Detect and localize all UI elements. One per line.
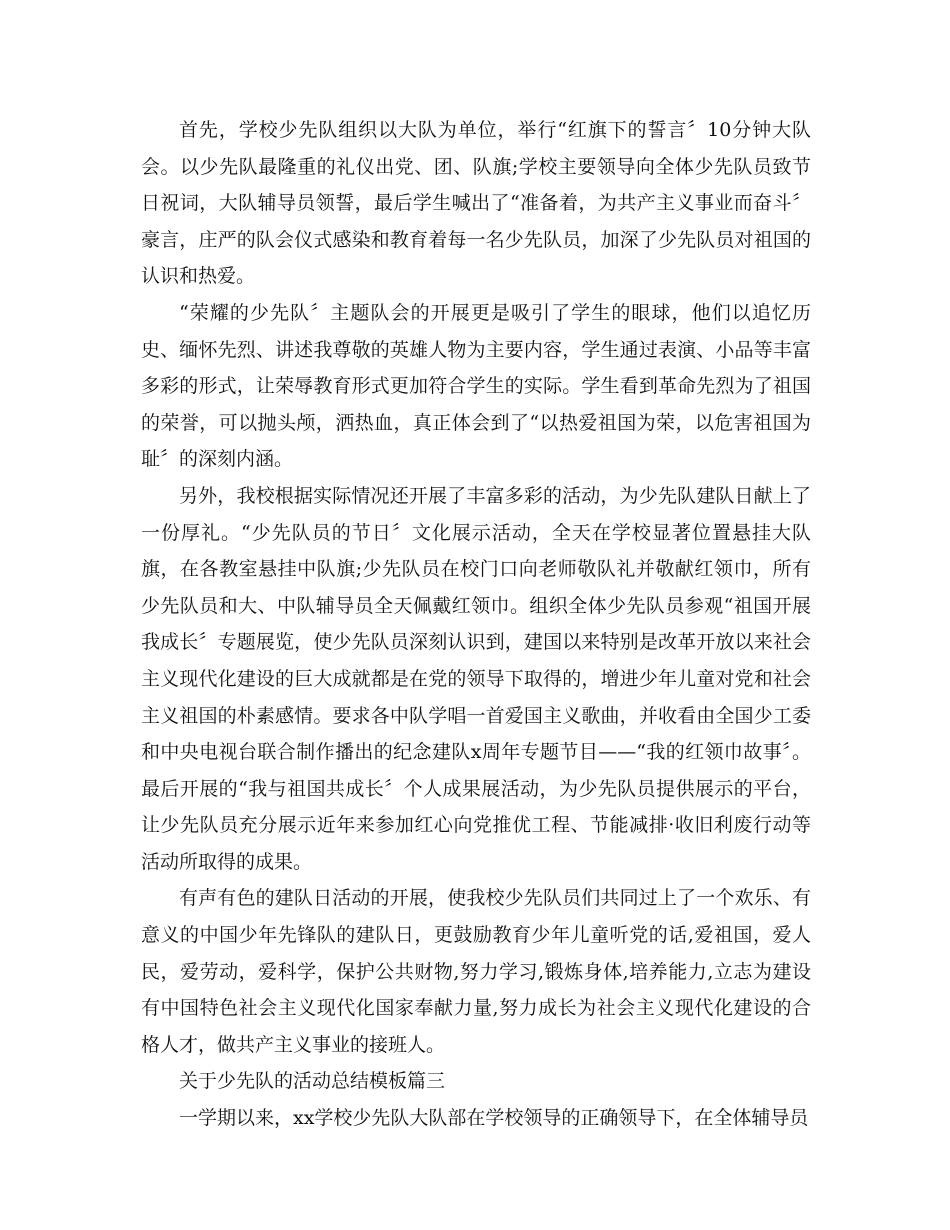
paragraph-3: 另外，我校根据实际情况还开展了丰富多彩的活动，为少先队建队日献上了一份厚礼。“少先队员的节日〞文化展示活动，全天在学校显著位置悬挂大队旗，在各教室悬挂中队旗;少先队员在校门口向老师敬队礼并敬献红领巾，所有少先队员和大、中队辅导员全天佩戴红领巾。组织全体少先队员参观“祖国开展我成长〞专题展览，使少先队员深刻认识到，建国以来特别是改革开放以来社会主义现代化建设的巨大成就都是在党的领导下取得的，增进少年儿童对党和社会主义祖国的朴素感情。要求各中队学唱一首爱国主义歌曲，并收看由全国少工委和中央电视台联合制作播出的纪念建队x周年专题节目——“我的红领巾故事〞。最后开展的“我与祖国共成长〞个人成果展活动，为少先队员提供展示的平台，让少先队员充分展示近年来参加红心向党推优工程、节能减排·收旧利废行动等活动所取得的成果。 [141, 484, 811, 873]
paragraph-5: 一学期以来，xx学校少先队大队部在学校领导的正确领导下，在全体辅导员 [179, 1107, 809, 1130]
document-body [141, 112, 811, 1137]
paragraph-1: 首先，学校少先队组织以大队为单位，举行“红旗下的誓言〞10分钟大队会。以少先队最隆重的礼仪出党、团、队旗;学校主要领导向全体少先队员致节日祝词，大队辅导员领誓，最后学生喊出了“准备着，为共产主义事业而奋斗〞豪言，庄严的队会仪式感染和教育着每一名少先队员，加深了少先队员对祖国的认识和热爱。 [141, 119, 811, 288]
paragraph-4: 有声有色的建队日活动的开展，使我校少先队员们共同过上了一个欢乐、有意义的中国少年先锋队的建队日，更鼓励教育少年儿童听党的话,爱祖国，爱人民，爱劳动，爱科学，保护公共财物,努力学习,锻炼身体,培养能力,立志为建设有中国特色社会主义现代化国家奉献力量,努力成长为社会主义现代化建设的合格人才，做共产主义事业的接班人。 [141, 887, 811, 1056]
paragraph-2: “荣耀的少先队〞主题队会的开展更是吸引了学生的眼球，他们以追忆历史、缅怀先烈、讲述我尊敬的英雄人物为主要内容，学生通过表演、小品等丰富多彩的形式，让荣辱教育形式更加符合学生的实际。学生看到革命先烈为了祖国的荣誉，可以抛头颅，洒热血，真正体会到了“以热爱祖国为荣，以危害祖国为耻〞的深刻内涵。 [141, 301, 811, 471]
section-heading: 关于少先队的活动总结模板篇三 [179, 1070, 446, 1093]
